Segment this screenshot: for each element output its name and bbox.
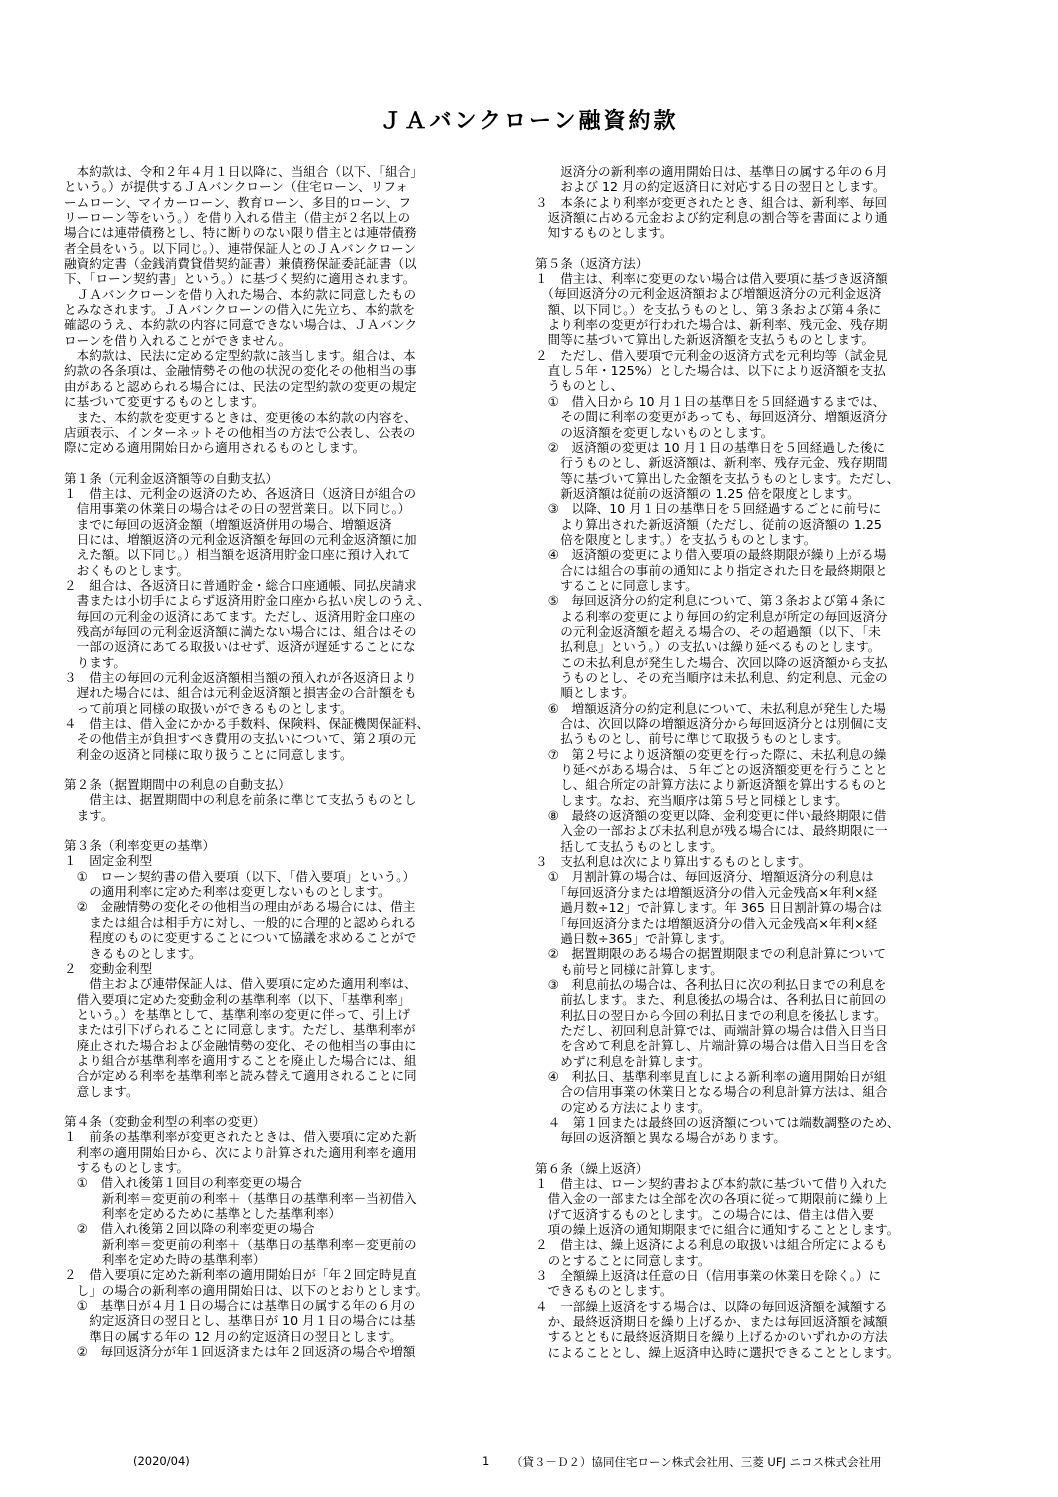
paragraph-gap: [64, 823, 516, 838]
text-line: ① 月割計算の場合は、毎回返済分、増額返済分の利息は: [535, 869, 874, 885]
text-line: し、組合所定の計算方法により新返済額を算出するものと: [535, 777, 888, 793]
text-line: 過日数÷365」で計算します。: [535, 930, 733, 946]
text-line: 新返済額は従前の返済額の 1.25 倍を限度とします。: [535, 485, 860, 501]
text-line: 入金の一部および未払利息が残る場合には、最終期限に一: [535, 823, 888, 839]
text-line: のとすることに同意します。: [535, 1252, 711, 1268]
paragraph-gap: [64, 456, 516, 471]
text-line: ⑦ 第２号により返済額の変更を行った際に、未払利息の繰: [535, 746, 887, 762]
text-line: 第４条（変動金利型の利率の変更）: [64, 1113, 266, 1129]
text-line: 廃止された場合および金融情勢の変化、その他相当の事由に: [64, 1037, 417, 1053]
text-line: うものとし、: [535, 378, 624, 394]
text-line: という。）を基準として、基準利率の変更に伴って、引上げ: [64, 1006, 410, 1022]
text-line: または組合は相手方に対し、一般的に合理的と認められる: [64, 914, 417, 930]
paragraph-gap: [535, 241, 993, 256]
paragraph-gap: [535, 1146, 993, 1161]
left-column: [64, 164, 516, 1359]
text-line: ① 借入日から 10 月１日の基準日を５回経過するまでは、: [535, 393, 886, 409]
footer-document-code: （貸３－Ｄ２）協同住宅ローン株式会社用、三菱 UFJ ニコス株式会社用: [511, 1455, 882, 1469]
text-line: 借入金の一部または全部を次の各項に従って期限前に繰り上: [535, 1191, 888, 1207]
text-line: 利率の適用開始日から、次により計算された適用利率を適用: [64, 1144, 417, 1160]
text-line: 額、以下同じ。）を支払うものとし、第３条および第４条に: [535, 301, 882, 317]
text-line: 第５条（返済方法）: [535, 255, 649, 271]
text-line: の定める方法によります。: [535, 1099, 711, 1115]
paragraph-gap: [64, 762, 516, 777]
text-line: の返済額を変更しないものとします。: [535, 424, 774, 440]
text-line: ローンを借り入れることができません。: [64, 332, 292, 348]
text-line: までに毎回の返済金額（増額返済併用の場合、増額返済: [64, 516, 392, 532]
text-line: ② 金融情勢の変化その他相当の理由がある場合には、借主: [64, 899, 416, 915]
text-line: ４ 借主は、借入金にかかる手数料、保険料、保証機関保証料、: [64, 716, 430, 732]
text-line: 等に基づいて算出した金額を支払うものとします。ただし、: [535, 470, 900, 486]
text-line: 行うものとし、新返済額は、新利率、残存元金、残存期間: [535, 455, 888, 471]
text-line: 準日の属する年の 12 月の約定返済日の翌日とします。: [64, 1328, 402, 1344]
text-line: 際に定める適用開始日から適用されるものとします。: [64, 440, 366, 456]
text-line: ③ 以降、10 月１日の基準日を５回経過するごとに前号に: [535, 501, 882, 517]
text-line: 括して支払うものとします。: [535, 838, 723, 854]
text-line: ① 基準日が４月１日の場合には基準日の属する年の６月の: [64, 1298, 416, 1314]
text-line: って前項と同様の取扱いができるものとします。: [64, 700, 353, 716]
text-line: １ 前条の基準利率が変更されたときは、借入要項に定めた新: [64, 1129, 417, 1145]
text-line: 約定返済日の翌日とし、基準日が 10 月１日の場合には基: [64, 1313, 416, 1329]
text-line: 残高が毎回の元利金返済額に満たない場合には、組合はその: [64, 623, 417, 639]
right-column: [535, 164, 993, 1360]
text-line: ３ 支払利息は次により算出するものとします。: [535, 854, 812, 870]
text-line: 本約款は、令和２年４月１日以降に、当組合（以下、「組合」: [64, 164, 423, 179]
text-line: とみなされます。ＪＡバンクローンの借入に先立ち、本約款を: [64, 302, 416, 318]
text-line: 場合には連帯債務とし、特に断りのない限り借主とは連帯債務: [64, 225, 417, 241]
text-line: ームローン、マイカーローン、教育ローン、多目的ローン、フ: [64, 194, 411, 210]
text-line: ② 借入れ後第２回以降の利率変更の場合: [64, 1221, 315, 1237]
text-line: 直し５年・125%）とした場合は、以下により返済額を支払: [535, 363, 886, 379]
text-line: ります。: [64, 654, 126, 670]
text-line: 借入要項に定めた変動金利の基準利率（以下、「基準利率」: [64, 991, 411, 1007]
text-line: ③ 利息前払の場合は、各利払日に次の利払日までの利息を: [535, 976, 887, 992]
text-line: 順とします。: [535, 685, 635, 701]
text-line: という。）が提供するＪＡバンクローン（住宅ローン、リフォ: [64, 179, 408, 195]
text-line: 知するものとします。: [535, 225, 673, 241]
text-line: 前払します。また、利息後払の場合は、各利払日に前回の: [535, 992, 887, 1008]
text-line: 利率を定めるために基準とした基準利率）: [64, 1206, 342, 1221]
text-line: するものとします。: [64, 1159, 189, 1175]
text-line: 利金の返済と同様に取り扱うことに同意します。: [64, 746, 353, 762]
text-line: 借主および連帯保証人は、借入要項に定めた適用利率は、: [64, 976, 417, 992]
text-line: よる利率の変更により毎回の約定利息が所定の毎回返済分: [535, 608, 888, 624]
text-line: および 12 月の約定返済日に対応する日の翌日とします。: [535, 179, 886, 195]
footer-page-number: 1: [482, 1454, 490, 1468]
text-line: り延べがある場合は、５年ごとの返済額変更を行うことと: [535, 762, 888, 778]
text-line: 合が定める利率を基準利率と読み替えて適用されることに同: [64, 1068, 417, 1084]
text-line: の適用利率に定めた利率は変更しないものとします。: [64, 884, 391, 900]
text-line: ⑤ 毎回返済分の約定利息について、第３条および第４条に: [535, 593, 886, 609]
text-line: また、本約款を変更するときは、変更後の本約款の内容を、: [64, 409, 417, 425]
text-line: １ 借主は、ローン契約書および本約款に基づいて借り入れた: [535, 1176, 888, 1191]
text-line: （毎回返済分の元利金返済額および増額返済分の元利金返済: [535, 286, 882, 302]
text-line: し」の場合の新利率の適用開始日は、以下のとおりとします。: [64, 1282, 429, 1298]
text-line: ④ 利払日、基準利率見直しによる新利率の適用開始日が組: [535, 1068, 887, 1084]
text-line: ２ 借入要項に定めた新利率の適用開始日が「年２回定時見直: [64, 1267, 417, 1283]
text-line: 遅れた場合には、組合は元利金返済額と損害金の合計額をも: [64, 685, 417, 701]
text-line: ４ 第１回または最終回の返済額については端数調整のため、: [535, 1114, 900, 1130]
text-line: 返済額に占める元金および約定利息の割合等を書面により通: [535, 210, 888, 226]
text-line: 「毎回返済分または増額返済分の借入元金残高×年利×経: [535, 884, 878, 900]
text-line: 確認のうえ、本約款の内容に同意できない場合は、ＪＡバンク: [64, 317, 418, 333]
text-line: ⑥ 増額返済分の約定利息について、未払利息が発生した場: [535, 700, 886, 716]
text-line: ２ 組合は、各返済日に普通貯金・総合口座通帳、同払戻請求: [64, 577, 417, 593]
text-line: ② 返済額の変更は 10 月１日の基準日を５回経過した後に: [535, 439, 886, 455]
text-line: か、最終返済期日を繰り上げるか、または毎回返済額を減額: [535, 1314, 888, 1330]
text-line: 払うものとし、前号に準じて取扱うものとします。: [535, 731, 849, 747]
text-line: の元利金返済額を超える場合の、その超過額（以下、「未: [535, 623, 881, 639]
text-line: によることとし、繰上返済申込時に選択できることとします。: [535, 1344, 900, 1360]
text-line: ① 借入れ後第１回目の利率変更の場合: [64, 1175, 302, 1191]
text-line: １ 借主は、元利金の返済のため、各返済日（返済日が組合の: [64, 485, 417, 501]
text-line: 第６条（繰上返済）: [535, 1160, 649, 1176]
text-line: ます。: [64, 807, 114, 823]
text-line: めずに利息を計算します。: [535, 1053, 711, 1069]
text-line: より組合が基準利率を適用することを廃止した場合には、組: [64, 1052, 417, 1068]
text-line: 一部の返済にあてる取扱いはせず、返済が遅延することにな: [64, 639, 416, 655]
document-title: ＪＡバンクローン融資約款: [379, 109, 679, 134]
text-line: １ 固定金利型: [64, 853, 153, 869]
text-line: 利率を定めた時の基準利率）: [64, 1252, 266, 1268]
text-line: 返済分の新利率の適用開始日は、基準日の属する年の６月: [535, 164, 888, 179]
text-line: または引下げられることに同意します。ただし、基準利率が: [64, 1022, 416, 1038]
text-line: 意します。: [64, 1083, 139, 1099]
text-line: おくものとします。: [64, 562, 189, 578]
text-line: 由があると認められる場合には、民法の定型約款の変更の規定: [64, 378, 417, 394]
text-line: げて返済するものとします。この場合には、借主は借入要: [535, 1206, 875, 1222]
text-line: 第１条（元利金返済額等の自動支払）: [64, 470, 279, 486]
text-line: 合は、次回以降の増額返済分から毎回返済分とは別個に支: [535, 716, 888, 732]
text-line: 融資約定書（金銭消費貸借契約証書）兼債務保証委託証書（以: [64, 256, 417, 272]
text-line: 書または小切手によらず返済用貯金口座から払い戻しのうえ、: [64, 593, 430, 609]
text-line: うものとし、その充当順序は未払利息、約定利息、元金の: [535, 670, 888, 685]
text-line: ただし、初回利息計算では、両端計算の場合は借入日当日: [535, 1022, 888, 1038]
text-line: その間に利率の変更があっても、毎回返済分、増額返済分: [535, 409, 888, 425]
text-line: するとともに最終返済期日を繰り上げるかのいずれかの方法: [535, 1329, 888, 1345]
text-line: することに同意します。: [535, 577, 698, 593]
text-line: 合の信用事業の休業日となる場合の利息計算方法は、組合: [535, 1084, 888, 1100]
text-line: より算出された新返済額（ただし、従前の返済額の 1.25: [535, 516, 882, 532]
text-line: ３ 本条により利率が変更されたとき、組合は、新利率、毎回: [535, 194, 888, 210]
text-line: ⑧ 最終の返済額の変更以降、金利変更に伴い最終期限に借: [535, 808, 887, 824]
text-line: 程度のものに変更することについて協議を求めることがで: [64, 930, 417, 946]
text-line: ２ 変動金利型: [64, 960, 153, 976]
text-line: 本約款は、民法に定める定型約款に該当します。組合は、本: [64, 348, 416, 364]
text-line: も前号と同様に計算します。: [535, 961, 723, 977]
text-line: リーローン等をいう。）を借り入れる借主（借主が２名以上の: [64, 210, 411, 226]
text-line: 毎回の元利金の返済にあてます。ただし、返済用貯金口座の: [64, 608, 416, 624]
text-line: 「毎回返済分または増額返済分の借入元金残高×年利×経: [535, 915, 878, 931]
text-line: 倍を限度とします。）を支払うものとします。: [535, 531, 817, 547]
text-line: ２ 借主は、繰上返済による利息の取扱いは組合所定によるも: [535, 1237, 888, 1253]
text-line: きるものとします。: [64, 945, 202, 961]
text-line: ① ローン契約書の借入要項（以下、「借入要項」という。）: [64, 868, 416, 884]
text-line: ３ 全額繰上返済は任意の日（信用事業の休業日を除く。）に: [535, 1268, 882, 1284]
text-line: この未払利息が発生した場合、次回以降の返済額から支払: [535, 654, 888, 670]
text-line: 日には、増額返済の元利金返済額を毎回の元利金返済額に加: [64, 531, 417, 547]
text-line: 者全員をいう。以下同じ。）、連帯保証人とのＪＡバンクローン: [64, 240, 417, 256]
text-line: します。なお、充当順序は第５号と同様とします。: [535, 792, 848, 808]
footer-date: (2020/04): [133, 1454, 190, 1468]
text-line: ② 据置期限のある場合の据置期限までの利息計算について: [535, 946, 887, 962]
text-line: 新利率＝変更前の利率＋（基準日の基準利率－当初借入: [64, 1190, 417, 1206]
text-line: 約款の各条項は、金融情勢その他の状況の変化その他相当の事: [64, 363, 417, 379]
text-line: ＪＡバンクローンを借り入れた場合、本約款に同意したもの: [64, 286, 417, 302]
text-line: 下、「ローン契約書」という。）に基づく契約に適用されます。: [64, 271, 416, 287]
text-line: を含めて利息を計算し、片端計算の場合は借入日当日を含: [535, 1038, 888, 1054]
text-line: ４ 一部繰上返済をする場合は、以降の毎回返済額を減額する: [535, 1298, 888, 1314]
text-line: に基づいて変更するものとします。: [64, 394, 265, 410]
text-line: 第３条（利率変更の基準）: [64, 838, 216, 854]
text-line: 利払日の翌日から今回の利払日までの利息を後払します。: [535, 1007, 887, 1023]
text-line: 項の繰上返済の通知期限までに組合に通知することとします。: [535, 1222, 900, 1238]
text-line: 新利率＝変更前の利率＋（基準日の基準利率－変更前の: [64, 1236, 417, 1252]
text-line: ３ 借主の毎回の元利金返済額相当額の預入れが各返済日より: [64, 670, 417, 685]
text-line: 払利息」という。）の支払いは繰り延べるものとします。: [535, 639, 881, 655]
text-line: 店頭表示、インターネットその他相当の方法で公表し、公表の: [64, 424, 416, 440]
text-line: ④ 返済額の変更により借入要項の最終期限が繰り上がる場: [535, 547, 887, 563]
text-line: 間等に基づいて算出した新返済額を支払うものとします。: [535, 332, 875, 348]
text-line: １ 借主は、利率に変更のない場合は借入要項に基づき返済額: [535, 271, 888, 287]
text-line: より利率の変更が行われた場合は、新利率、残元金、残存期: [535, 317, 888, 333]
text-line: 毎回の返済額と異なる場合があります。: [535, 1130, 786, 1146]
text-line: 合には組合の事前の通知により指定された日を最終期限と: [535, 562, 888, 578]
text-line: 過月数÷12」で計算します。年 365 日日割計算の場合は: [535, 900, 883, 916]
text-line: その他借主が負担すべき費用の支払いについて、第２項の元: [64, 731, 416, 747]
text-line: 第２条（据置期間中の利息の自動支払）: [64, 777, 291, 793]
text-line: ② 毎回返済分が年１回返済または年２回返済の場合や増額: [64, 1344, 416, 1360]
text-line: 借主は、据置期間中の利息を前条に準じて支払うものとし: [64, 792, 417, 808]
text-line: 信用事業の休業日の場合はその日の翌営業日。以下同じ。）: [64, 501, 411, 517]
text-line: ２ ただし、借入要項で元利金の返済方式を元利均等（試金見: [535, 347, 888, 363]
text-line: できるものとします。: [535, 1283, 673, 1299]
paragraph-gap: [64, 1099, 516, 1114]
text-line: えた額。以下同じ。）相当額を返済用貯金口座に預け入れて: [64, 547, 411, 563]
